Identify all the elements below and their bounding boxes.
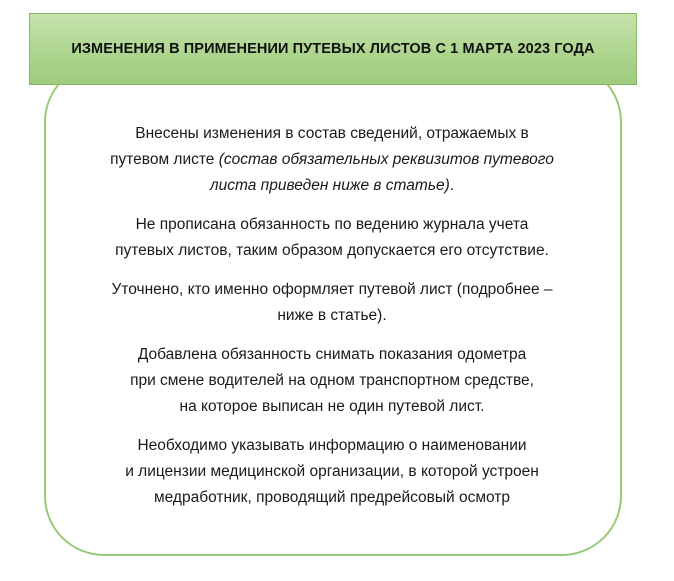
paragraph-journal [70,212,594,264]
text-fragment: . [449,177,455,194]
text-line: Внесены изменения в состав сведений, отражаемых в [135,125,529,142]
text-line: на которое выписан не один путевой лист. [179,398,485,415]
text-line: Добавлена обязанность снимать показания одометра [137,346,527,363]
paragraph-odometer [70,342,594,420]
text-line: Уточнено, кто именно оформляет путевой лист (подробнее – [111,281,553,298]
paragraph-composition-changes [70,121,594,199]
text-line: медработник, проводящий предрейсовый осмотр [153,489,511,506]
text-line [70,147,594,173]
paragraph-medical [70,433,594,511]
text-line: при смене водителей на одном транспортном средстве, [130,372,534,389]
text-line: Необходимо указывать информацию о наименовании [137,437,527,454]
text-line: Не прописана обязанность по ведению журнала учета [135,216,529,233]
text-line [70,173,594,199]
italic-note: листа приведен ниже в статье) [209,177,450,194]
text-line: и лицензии медицинской организации, в которой устроен [125,463,539,480]
text-line: путевых листов, таким образом допускается его отсутствие. [115,242,549,259]
content-text [70,121,594,524]
text-line: ниже в статье). [277,307,387,324]
italic-note: (состав обязательных реквизитов путевого [218,151,554,168]
paragraph-who-issues [70,277,594,329]
header-banner [29,13,637,85]
header-title: ИЗМЕНЕНИЯ В ПРИМЕНЕНИИ ПУТЕВЫХ ЛИСТОВ С 1 МАРТА 2023 ГОДА [71,41,595,57]
text-fragment: путевом листе [110,151,219,168]
